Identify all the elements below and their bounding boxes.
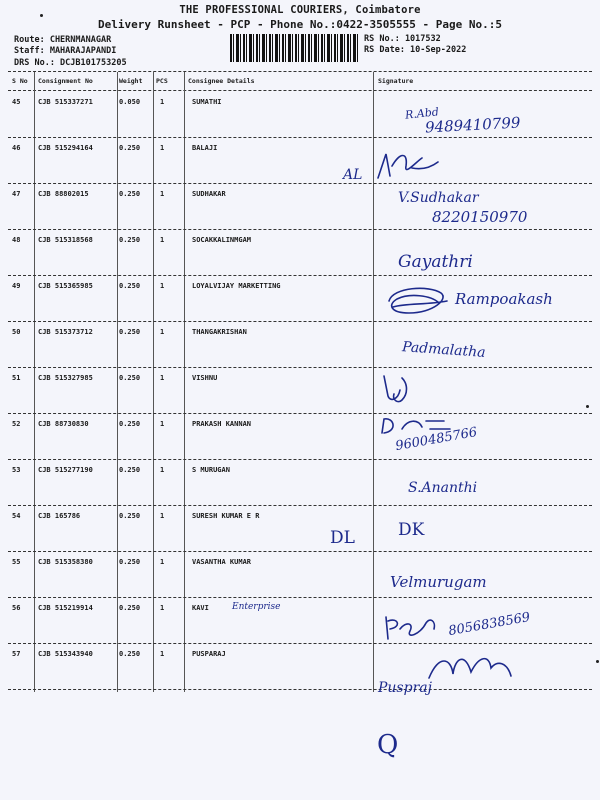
row-weight: 0.250 xyxy=(119,604,141,612)
row-pcs: 1 xyxy=(160,236,165,244)
rs-number: RS No.: 1017532 xyxy=(364,34,441,44)
row-sno: 46 xyxy=(12,144,21,152)
row-weight: 0.250 xyxy=(119,282,141,290)
barcode xyxy=(230,34,358,62)
handwriting: Rampoakash xyxy=(455,290,553,308)
row-consignment: CJB 515318568 xyxy=(38,236,93,244)
col-signature: Signature xyxy=(378,77,414,85)
row-weight: 0.250 xyxy=(119,328,141,336)
route-label: Route: CHERNMANAGAR xyxy=(14,35,112,45)
row-sno: 55 xyxy=(12,558,21,566)
row-consignment: CJB 515373712 xyxy=(38,328,93,336)
col-pcs: PCS xyxy=(156,77,168,85)
row-consignee: SOCAKKALINMGAM xyxy=(192,236,252,244)
row-divider xyxy=(8,459,592,460)
rs-date: RS Date: 10-Sep-2022 xyxy=(364,45,467,55)
signature-scribble xyxy=(380,613,440,643)
row-weight: 0.250 xyxy=(119,558,141,566)
row-consignment: CJB 165786 xyxy=(38,512,81,520)
row-sno: 51 xyxy=(12,374,21,382)
handwriting: 8220150970 xyxy=(432,208,528,226)
row-consignment: CJB 515277190 xyxy=(38,466,93,474)
row-pcs: 1 xyxy=(160,512,165,520)
row-pcs: 1 xyxy=(160,558,165,566)
signature-scribble xyxy=(425,648,515,690)
row-weight: 0.250 xyxy=(119,236,141,244)
row-consignee: S MURUGAN xyxy=(192,466,230,474)
speck xyxy=(596,660,599,663)
row-divider xyxy=(8,183,592,184)
handwriting: Gayathri xyxy=(398,252,473,272)
row-weight: 0.250 xyxy=(119,512,141,520)
row-pcs: 1 xyxy=(160,190,165,198)
row-consignment: CJB 515327985 xyxy=(38,374,93,382)
row-sno: 54 xyxy=(12,512,21,520)
row-sno: 56 xyxy=(12,604,21,612)
handwriting: 9489410799 xyxy=(424,113,521,137)
row-divider xyxy=(8,505,592,506)
handwriting: DL xyxy=(330,528,355,548)
row-sno: 57 xyxy=(12,650,21,658)
row-divider xyxy=(8,229,592,230)
row-pcs: 1 xyxy=(160,282,165,290)
handwriting: DK xyxy=(398,520,425,540)
row-consignment: CJB 515343940 xyxy=(38,650,93,658)
row-consignment: CJB 515294164 xyxy=(38,144,93,152)
signature-scribble xyxy=(372,148,442,184)
row-divider xyxy=(8,413,592,414)
handwriting: Puspraj xyxy=(378,680,432,696)
row-sno: 53 xyxy=(12,466,21,474)
row-consignment: CJB 88802015 xyxy=(38,190,89,198)
row-pcs: 1 xyxy=(160,650,165,658)
row-sno: 50 xyxy=(12,328,21,336)
row-pcs: 1 xyxy=(160,98,165,106)
row-weight: 0.250 xyxy=(119,650,141,658)
row-consignment: CJB 515358380 xyxy=(38,558,93,566)
row-consignee: THANGAKRISHAN xyxy=(192,328,247,336)
row-divider xyxy=(8,551,592,552)
row-consignee: VISHNU xyxy=(192,374,218,382)
row-consignment: CJB 515337271 xyxy=(38,98,93,106)
row-consignee: SUMATHI xyxy=(192,98,222,106)
row-pcs: 1 xyxy=(160,420,165,428)
signature-scribble xyxy=(378,370,418,406)
row-pcs: 1 xyxy=(160,144,165,152)
staff-label: Staff: MAHARAJAPANDI xyxy=(14,46,117,56)
row-divider xyxy=(8,137,592,138)
row-consignee: PRAKASH KANNAN xyxy=(192,420,252,428)
drs-number: DRS No.: DCJB101753205 xyxy=(14,58,127,68)
row-sno: 52 xyxy=(12,420,21,428)
row-pcs: 1 xyxy=(160,374,165,382)
handwriting: 9600485766 xyxy=(394,424,479,455)
row-pcs: 1 xyxy=(160,604,165,612)
speck xyxy=(40,14,43,17)
row-sno: 49 xyxy=(12,282,21,290)
row-divider xyxy=(8,321,592,322)
row-consignment: CJB 88730830 xyxy=(38,420,89,428)
speck xyxy=(586,405,589,408)
row-divider xyxy=(8,597,592,598)
row-weight: 0.050 xyxy=(119,98,141,106)
runsheet-subtitle: Delivery Runsheet - PCP - Phone No.:0422-3505555 - Page No.:5 xyxy=(98,18,502,31)
row-weight: 0.250 xyxy=(119,144,141,152)
handwriting: S.Ananthi xyxy=(408,480,478,496)
row-sno: 48 xyxy=(12,236,21,244)
row-divider xyxy=(8,367,592,368)
row-consignment: CJB 515219914 xyxy=(38,604,93,612)
handwriting: Padmalatha xyxy=(401,339,487,361)
row-weight: 0.250 xyxy=(119,190,141,198)
handwriting: 8056838569 xyxy=(447,609,532,640)
row-consignee: VASANTHA KUMAR xyxy=(192,558,252,566)
signature-scribble xyxy=(383,283,455,317)
row-consignee: LOYALVIJAY MARKETTING xyxy=(192,282,281,290)
row-sno: 45 xyxy=(12,98,21,106)
row-weight: 0.250 xyxy=(119,420,141,428)
col-weight: Weight xyxy=(119,77,143,85)
row-consignee: SURESH KUMAR E R xyxy=(192,512,260,520)
col-consignee: Consignee Details xyxy=(188,77,255,85)
row-weight: 0.250 xyxy=(119,374,141,382)
row-consignee: KAVI xyxy=(192,604,209,612)
handwriting: R.Abd xyxy=(404,105,440,122)
runsheet-title: THE PROFESSIONAL COURIERS, Coimbatore xyxy=(179,4,421,16)
col-sno: S No xyxy=(12,77,28,85)
row-consignee: PUSPARAJ xyxy=(192,650,226,658)
handwriting: Q xyxy=(377,730,399,760)
row-divider xyxy=(8,275,592,276)
row-sno: 47 xyxy=(12,190,21,198)
handwriting: AL xyxy=(343,167,363,183)
handwriting: Enterprise xyxy=(232,602,281,612)
col-consignment: Consignment No xyxy=(38,77,93,85)
row-divider xyxy=(8,643,592,644)
row-consignment: CJB 515365985 xyxy=(38,282,93,290)
handwriting: Velmurugam xyxy=(390,573,487,591)
row-pcs: 1 xyxy=(160,466,165,474)
row-pcs: 1 xyxy=(160,328,165,336)
handwriting: V.Sudhakar xyxy=(398,190,479,206)
row-weight: 0.250 xyxy=(119,466,141,474)
row-consignee: SUDHAKAR xyxy=(192,190,226,198)
row-consignee: BALAJI xyxy=(192,144,218,152)
